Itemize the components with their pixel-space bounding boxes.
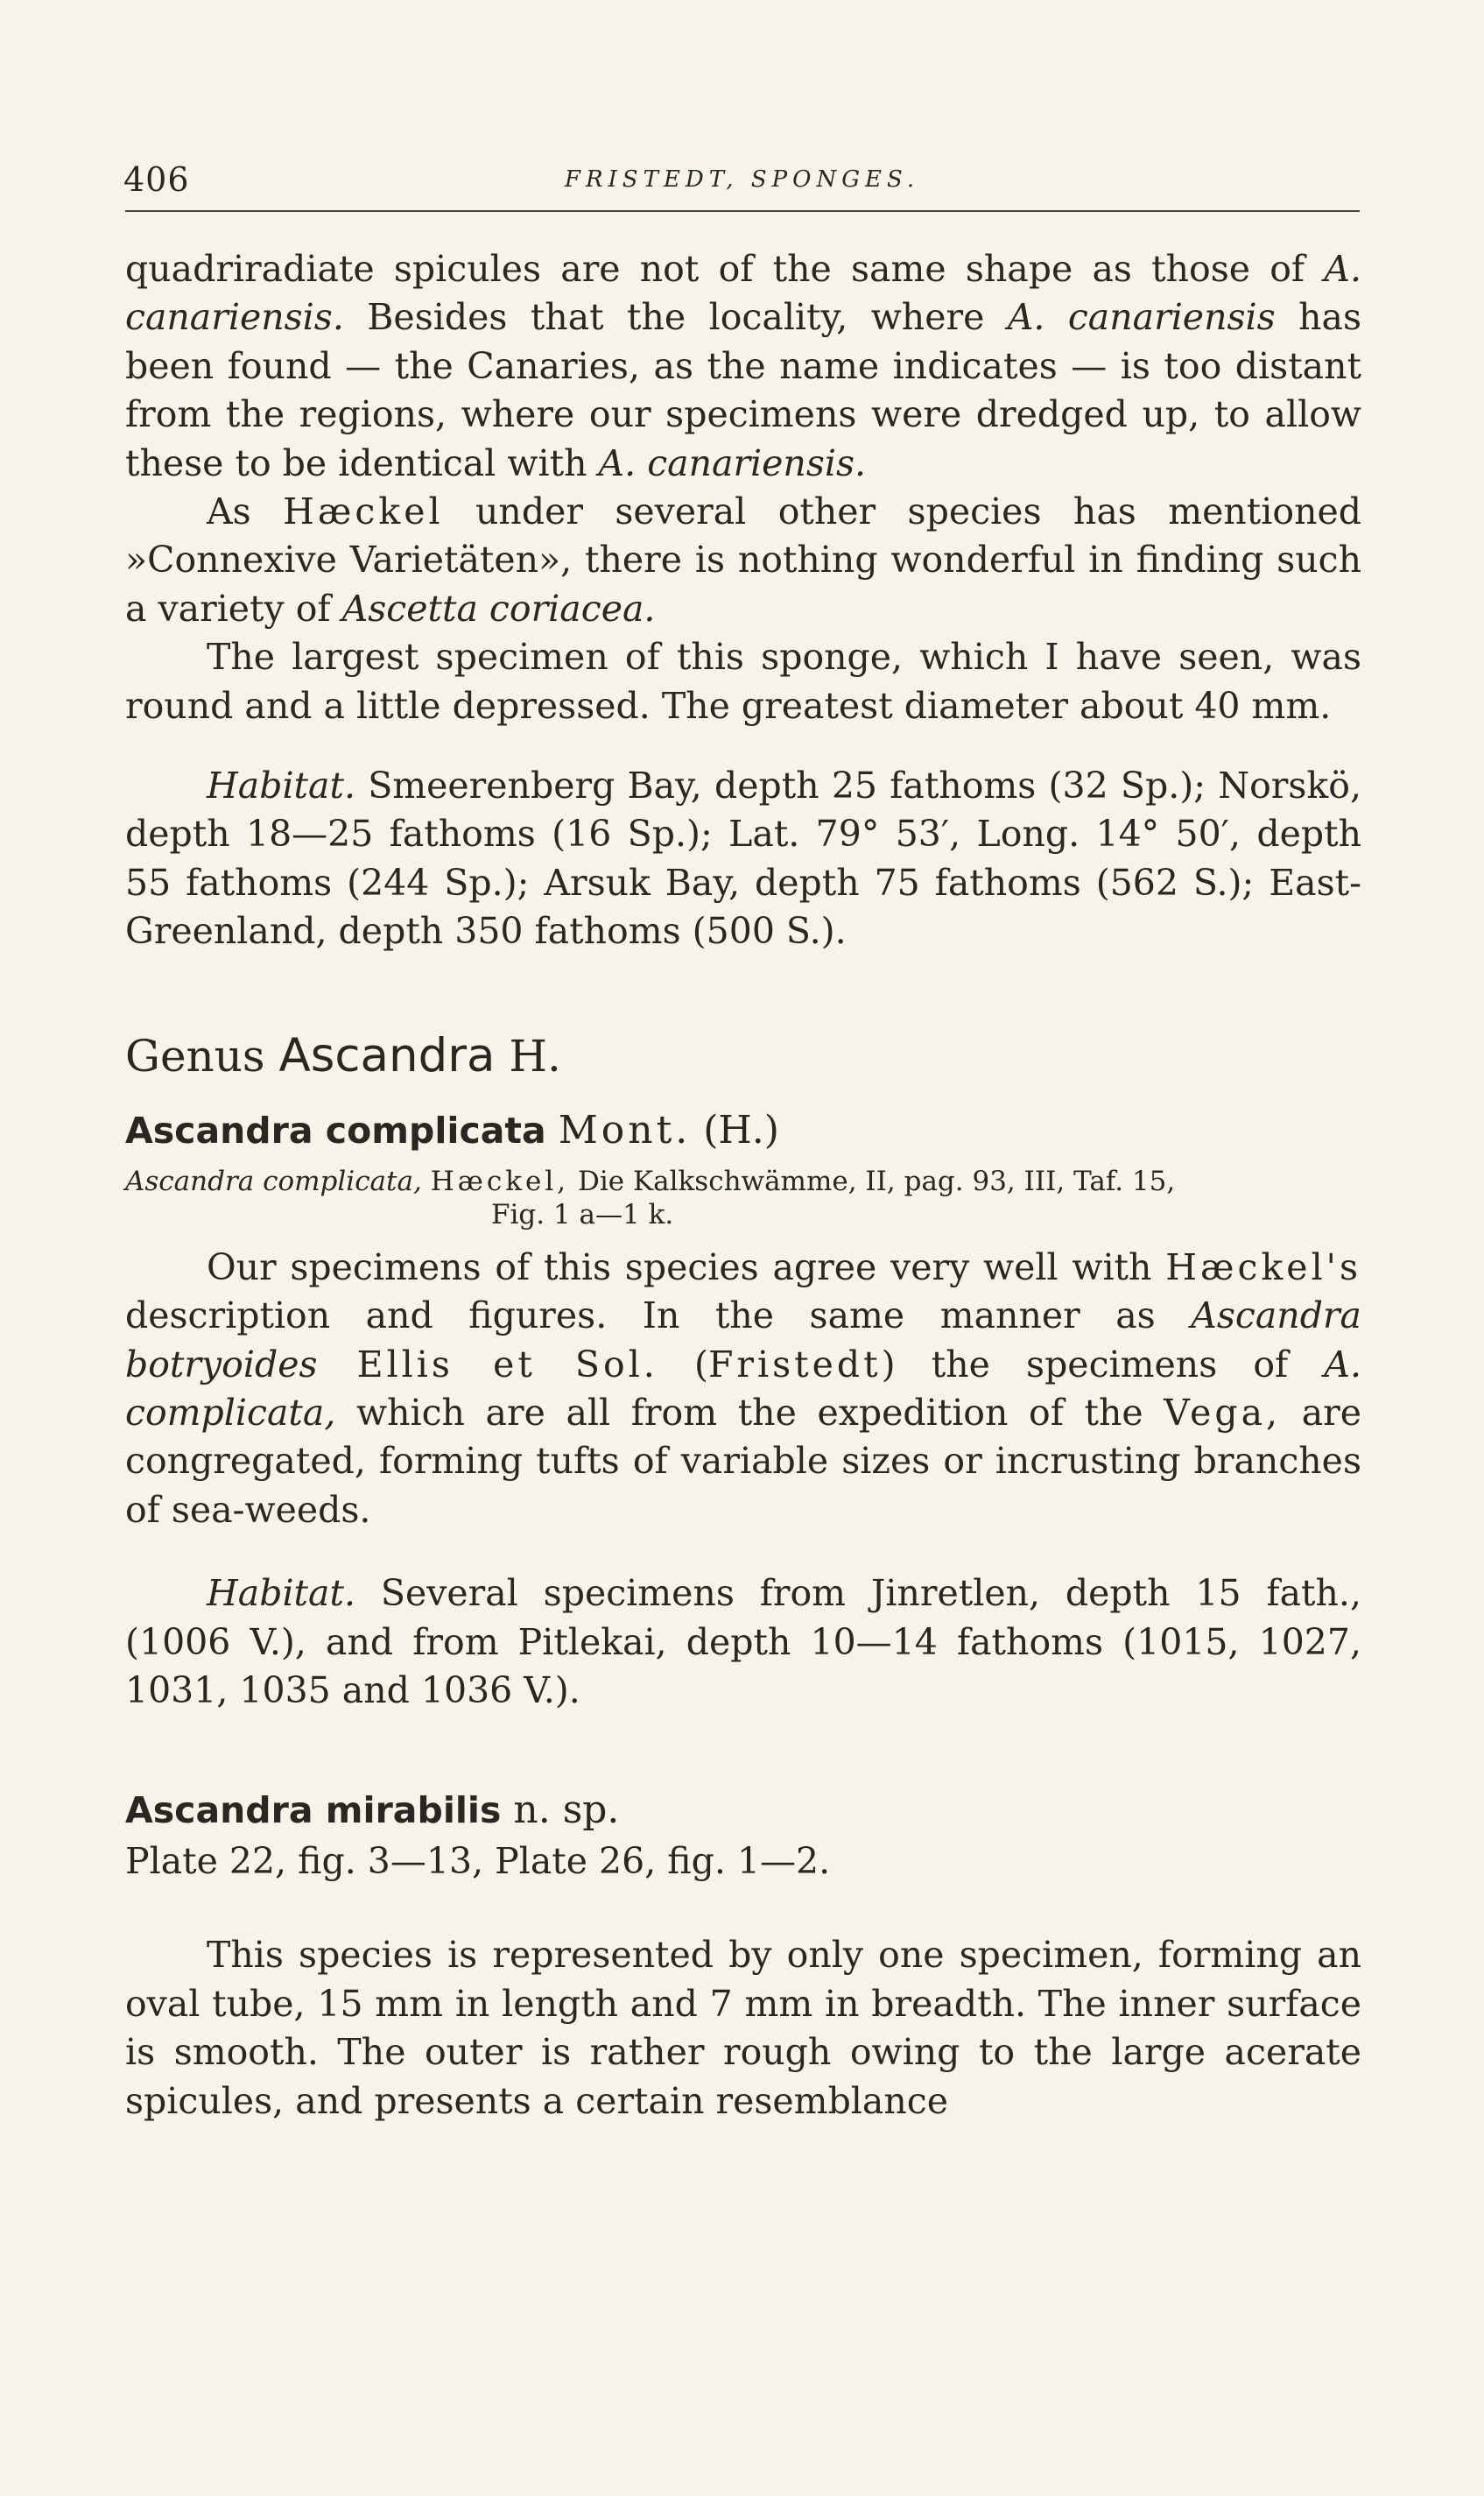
text-run: has been found — the Canaries, as the name indicates — is too distant from the regions, where our specimens were dredged up, to allow these to be identical with [125, 296, 1361, 484]
species-heading [125, 1783, 1361, 1837]
text-run: Genus [125, 1030, 279, 1082]
paragraph [125, 1244, 1361, 1534]
text-run: ( [658, 1343, 708, 1385]
author-name: Hæckel, [430, 1165, 570, 1197]
spacer [125, 1715, 1361, 1783]
spacer [125, 956, 1361, 1028]
body-text [125, 245, 1361, 2126]
habitat-label: Habitat. [207, 765, 355, 807]
species-name: Ascandra mirabilis [125, 1789, 502, 1832]
ship-name: Vega, [1164, 1391, 1282, 1434]
spacer [125, 1886, 1361, 1931]
text-run: are congregated, forming tufts of variable sizes or incrusting branches of sea-weeds. [125, 1391, 1361, 1531]
plate-reference: Plate 22, fig. 3—13, Plate 26, fig. 1—2. [125, 1840, 831, 1883]
author-name: Ellis et Sol. [317, 1343, 658, 1385]
text-run: quadriradiate spicules are not of the same shape as those of [125, 248, 1325, 290]
running-title: FRISTEDT, SPONGES. [564, 166, 920, 193]
paragraph [125, 488, 1361, 633]
text-run: Smeerenberg Bay, depth 25 fathoms (32 Sp.); Norskö, depth 18—25 fathoms (16 Sp.); Lat. 79° 53′, Long. 14° 50′, depth 55 fathoms (244 Sp.); Arsuk Bay, depth 75 fathoms (562 S.); East-Greenland, depth 350 fathoms (500 S.). [125, 765, 1361, 953]
text-run: ) the specimens of [881, 1343, 1325, 1385]
taxon-name: A. canariensis [1007, 296, 1276, 339]
genus-heading [125, 1028, 1361, 1084]
synonymy-line [125, 1165, 1361, 1198]
taxon-name: Ascandra complicata, [125, 1165, 422, 1197]
spacer [125, 1534, 1361, 1569]
taxon-name: A. canariensis. [598, 441, 867, 484]
genus-name: Ascandra [278, 1028, 496, 1082]
habitat-paragraph [125, 762, 1361, 956]
taxon-name: A. canariensis. [125, 248, 1361, 339]
species-heading [125, 1103, 1361, 1158]
paragraph [125, 245, 1361, 488]
text-run: Several specimens from Jinretlen, depth 15 fath., (1006 V.), and from Pitlekai, depth 10—14 fathoms (1015, 1027, 1031, 1035 and 1036 V.). [125, 1572, 1361, 1711]
author-name: Fristedt [707, 1343, 882, 1385]
text-run: As [207, 490, 284, 533]
spacer [125, 1084, 1361, 1103]
spacer [125, 1231, 1361, 1244]
author-name: Hæckel's [1165, 1245, 1361, 1288]
taxon-name: A. complicata, [125, 1343, 1361, 1434]
text-run: Our specimens of this species agree very well with [207, 1245, 1166, 1288]
text-run: which are all from the expedition of the [335, 1391, 1164, 1434]
synonymy [125, 1165, 1361, 1231]
habitat-paragraph [125, 1569, 1361, 1715]
text-run: H. [495, 1030, 561, 1082]
habitat-label: Habitat. [207, 1572, 355, 1615]
paragraph: This species is represented by only one specimen, forming an oval tube, 15 mm in length and 7 mm in breadth. The inner surface is smooth. The outer is rather rough owing to the large acerate spicules, and presents a certain resemblance [125, 1934, 1361, 2122]
header-rule [125, 210, 1360, 212]
text-run: under several other species has mentioned »Connexive Varietäten», there is nothing wonderful in finding such a variety of [125, 490, 1361, 630]
species-author: Mont. [558, 1107, 692, 1153]
text-run: description and figures. In the same manner as [125, 1294, 1192, 1337]
taxon-name: Ascetta coriacea. [341, 587, 656, 630]
author-name: Hæckel [283, 490, 444, 533]
text-run: Die Kalkschwämme, II, pag. 93, III, Taf. 15, [569, 1165, 1176, 1197]
text-run: (H.) [691, 1107, 779, 1153]
species-name: Ascandra complicata [125, 1109, 546, 1152]
spacer [125, 730, 1361, 762]
species-author: n. sp. [501, 1787, 620, 1833]
text-run: Besides that the locality, where [343, 296, 1008, 339]
taxon-name: Ascandra botryoides [125, 1294, 1361, 1385]
synonymy-line: Fig. 1 a—1 k. [491, 1198, 674, 1230]
page-number: 406 [123, 160, 190, 199]
running-head [0, 0, 1484, 210]
paragraph: The largest specimen of this sponge, which I have seen, was round and a little depressed. The greatest diameter about 40 mm. [125, 636, 1361, 727]
